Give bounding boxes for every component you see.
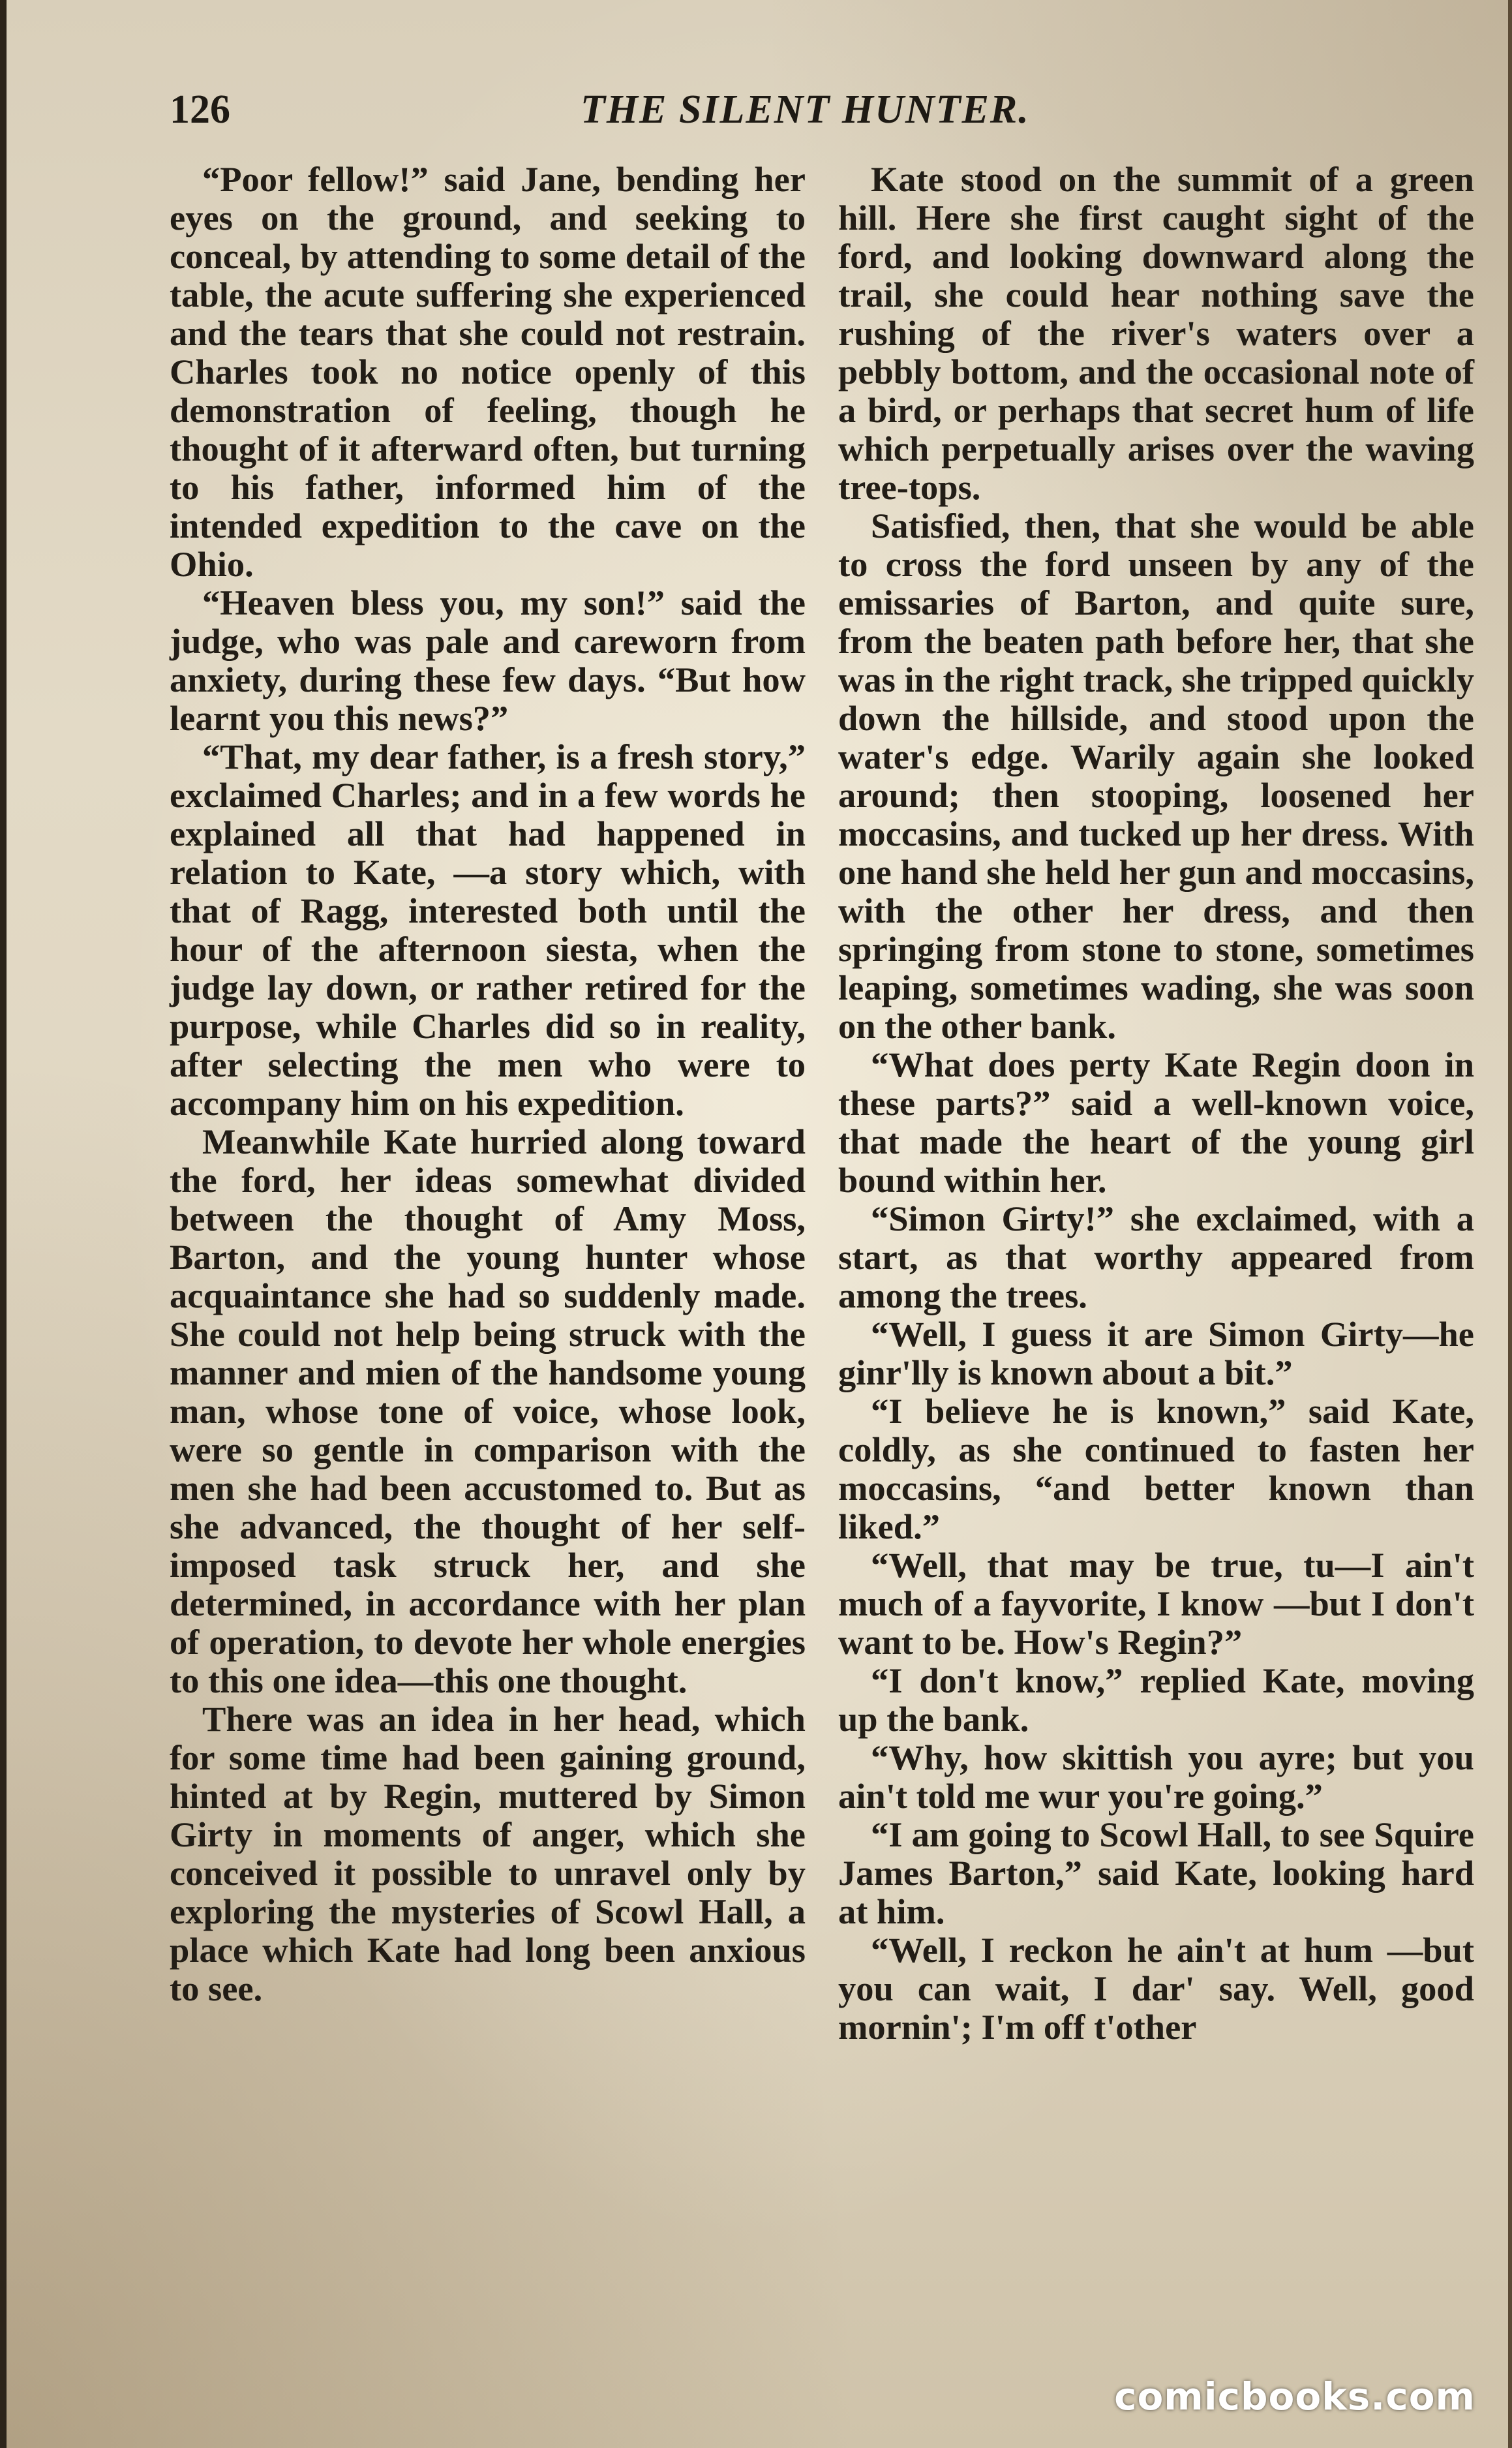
running-title: THE SILENT HUNTER. [581,87,1030,132]
paragraph: “That, my dear father, is a fresh story,” exclaimed Charles; and in a few words he explained all that had happened in relation to Kate, —a story which, with that of Ragg, interested both until the hour of the afternoon siesta, when the judge lay down, or rather retired for the purpose, while Charles did so in reality, after selecting the men who were to accompany him on his expedition. [170,737,806,1123]
left-column [170,160,806,2008]
paragraph: “What does perty Kate Regin doon in these parts?” said a well-known voice, that made the heart of the young girl bound within her. [838,1045,1474,1200]
paragraph: “Well, that may be true, tu—I ain't much of a fayvorite, I know —but I don't want to be. How's Regin?” [838,1545,1474,1662]
watermark: comicbooks.com [1114,2374,1475,2419]
paragraph: Satisfied, then, that she would be able to cross the ford unseen by any of the emissaries of Barton, and quite sure, from the beaten path before her, that she was in the right track, she tripped quickly down the hillside, and stood upon the water's edge. Warily again she looked around; then stooping, loosened her moccasins, and tucked up her dress. With one hand she held her gun and moccasins, with the other her dress, and then springing from stone to stone, sometimes leaping, sometimes wading, she was soon on the other bank. [838,506,1475,1046]
right-column [838,160,1474,2046]
paragraph: Kate stood on the summit of a green hill. Here she first caught sight of the ford, and looking downward along the trail, she could hear nothing save the rushing of the river's waters over a pebbly bottom, and the occasional note of a bird, or perhaps that secret hum of life which perpetually arises over the waving tree-tops. [838,159,1474,507]
paragraph: “I am going to Scowl Hall, to see Squire James Barton,” said Kate, looking hard at him. [838,1814,1474,1931]
paragraph: “I don't know,” replied Kate, moving up the bank. [838,1660,1474,1739]
paragraph: “Well, I guess it are Simon Girty—he ginr'lly is known about a bit.” [838,1314,1474,1392]
paragraph: “Heaven bless you, my son!” said the judge, who was pale and careworn from anxiety, during these few days. “But how learnt you this news?” [170,583,806,738]
page-header [170,84,1468,136]
paragraph: Meanwhile Kate hurried along toward the ford, her ideas somewhat divided between the thought of Amy Moss, Barton, and the young hunter whose acquaintance she had so suddenly made. She could not help being struck with the manner and mien of the handsome young man, whose tone of voice, whose look, were so gentle in comparison with the men she had been accustomed to. But as she advanced, the thought of her self-imposed task struck her, and she determined, in accordance with her plan of operation, to devote her whole energies to this one idea—this one thought. [170,1122,806,1700]
paragraph: “Poor fellow!” said Jane, bending her eyes on the ground, and seeking to conceal, by attending to some detail of the table, the acute suffering she experienced and the tears that she could not restrain. Charles took no notice openly of this demonstration of feeling, though he thought of it afterward often, but turning to his father, informed him of the intended expedition to the cave on the Ohio. [170,159,806,584]
paragraph: “Simon Girty!” she exclaimed, with a start, as that worthy appeared from among the trees. [838,1199,1474,1315]
paragraph: There was an idea in her head, which for some time had been gaining ground, hinted at by Regin, muttered by Simon Girty in moments of anger, which she conceived it possible to unravel only by exploring the mysteries of Scowl Hall, a place which Kate had long been anxious to see. [170,1699,806,2008]
paragraph: “Why, how skittish you ayre; but you ain't told me wur you're going.” [838,1737,1474,1816]
paragraph: “I believe he is known,” said Kate, coldly, as she continued to fasten her moccasins, “and better known than liked.” [838,1391,1474,1546]
page-number: 126 [170,87,230,132]
paragraph: “Well, I reckon he ain't at hum —but you can wait, I dar' say. Well, good mornin'; I'm off t'other [838,1930,1474,2047]
